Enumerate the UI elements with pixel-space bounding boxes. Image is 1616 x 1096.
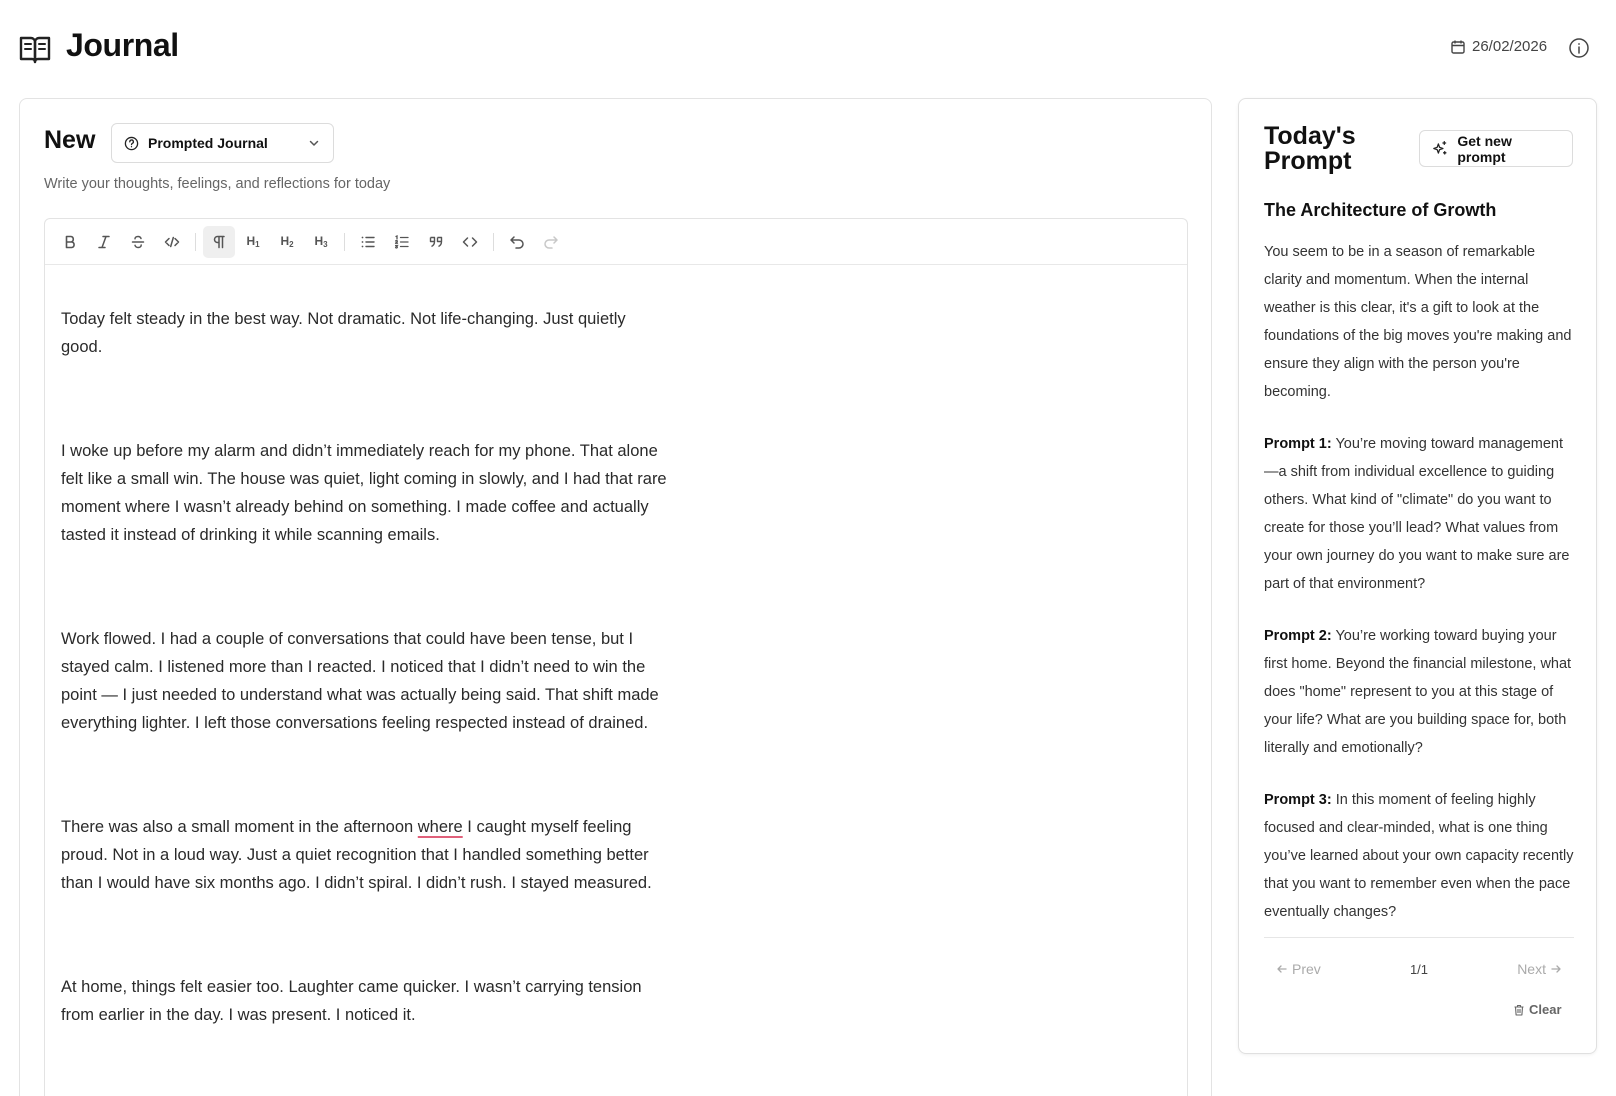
prompt-intro: You seem to be in a season of remarkable clarity and momentum. When the internal weather is this clear, it's a gift to look at the foundations of the big moves you're making and ensure they align with the person you're becoming. xyxy=(1264,244,1572,400)
arrow-left-icon xyxy=(1276,963,1288,975)
prompt-text: You’re working toward buying your first home. Beyond the financial milestone, what does "home" represent to you at this stage of your life? What are you building space for, both literally and emotionally? xyxy=(1264,628,1572,756)
trash-icon xyxy=(1513,1004,1525,1016)
heading-3-button[interactable] xyxy=(305,226,337,258)
date-display xyxy=(1450,38,1547,55)
prompt-label: Prompt 1: xyxy=(1264,436,1332,452)
prompt-body xyxy=(1264,238,1576,950)
paragraph-text: I caught myself feeling proud. Not in a loud way. Just a quiet recognition that I handled something better than I would have six months ago. I didn’t spiral. I didn’t rush. I stayed measured. xyxy=(61,818,652,892)
info-icon[interactable] xyxy=(1568,37,1590,59)
editor-content[interactable] xyxy=(45,265,685,1029)
next-prompt-button[interactable] xyxy=(1505,961,1574,977)
prev-label: Prev xyxy=(1292,961,1321,977)
italic-icon xyxy=(96,234,112,250)
bold-icon xyxy=(62,234,78,250)
prompt-item xyxy=(1264,786,1576,926)
sparkles-icon xyxy=(1432,140,1448,157)
arrow-right-icon xyxy=(1550,963,1562,975)
prompt-card-heading: Today's Prompt xyxy=(1264,122,1356,175)
prompt-label: Prompt 2: xyxy=(1264,628,1332,644)
ordered-list-button[interactable] xyxy=(386,226,418,258)
rich-text-editor xyxy=(44,218,1188,1096)
ordered-list-icon xyxy=(394,234,410,250)
app-header xyxy=(0,0,1616,96)
heading-1-button[interactable] xyxy=(237,226,269,258)
entry-paragraph: Work flowed. I had a couple of conversations that could have been tense, but I stayed calm. I listened more than I reacted. I noticed that I didn’t need to win the point — I just needed to understand what was actually being said. That shift made everything lighter. I left those conversations feeling respected instead of drained. xyxy=(61,630,659,732)
chevron-down-icon xyxy=(307,136,321,150)
entry-paragraph xyxy=(61,813,669,897)
strikethrough-button[interactable] xyxy=(122,226,154,258)
bullet-list-icon xyxy=(360,234,376,250)
h2-icon: H2 xyxy=(280,234,294,249)
entry-subtitle: Write your thoughts, feelings, and reflections for today xyxy=(44,176,391,192)
prompt-title: The Architecture of Growth xyxy=(1264,200,1497,220)
new-entry-heading: New xyxy=(44,126,96,154)
bullet-list-button[interactable] xyxy=(352,226,384,258)
journal-type-select[interactable] xyxy=(111,123,334,163)
get-new-prompt-label: Get new prompt xyxy=(1457,132,1512,165)
pilcrow-icon xyxy=(211,234,227,250)
spellcheck-flagged-word[interactable]: where xyxy=(417,818,463,836)
book-open-icon xyxy=(18,33,52,65)
paragraph-button[interactable] xyxy=(203,226,235,258)
undo-icon xyxy=(509,234,525,250)
help-circle-icon xyxy=(124,136,139,151)
prompt-pager xyxy=(1264,951,1574,987)
app-title: Journal xyxy=(66,27,179,63)
toolbar-divider xyxy=(344,233,345,251)
code-slash-icon xyxy=(164,234,180,250)
toolbar-divider xyxy=(195,233,196,251)
code-icon xyxy=(462,234,478,250)
quote-icon xyxy=(428,234,444,250)
inline-code-button[interactable] xyxy=(156,226,188,258)
redo-button[interactable] xyxy=(535,226,567,258)
prev-prompt-button[interactable] xyxy=(1264,961,1333,977)
prompt-text: You’re moving toward management—a shift from individual excellence to guiding others. What kind of "climate" do you want to create for those you’ll lead? What values from your own journey do you want to make sure are part of that environment? xyxy=(1264,436,1570,592)
clear-label: Clear xyxy=(1529,1002,1562,1017)
calendar-icon xyxy=(1450,39,1466,55)
h3-icon: H3 xyxy=(314,234,328,249)
h1-icon: H1 xyxy=(246,234,260,249)
clear-button[interactable] xyxy=(1513,1002,1562,1017)
blockquote-button[interactable] xyxy=(420,226,452,258)
prompt-label: Prompt 3: xyxy=(1264,792,1332,808)
todays-prompt-card xyxy=(1238,98,1597,1054)
heading-2-button[interactable] xyxy=(271,226,303,258)
journal-type-value: Prompted Journal xyxy=(148,135,268,151)
bold-button[interactable] xyxy=(54,226,86,258)
editor-toolbar xyxy=(45,219,1187,265)
italic-button[interactable] xyxy=(88,226,120,258)
date-text: 26/02/2026 xyxy=(1472,38,1548,55)
entry-paragraph: Today felt steady in the best way. Not dramatic. Not life-changing. Just quietly good. xyxy=(61,310,626,356)
prompt-item xyxy=(1264,622,1576,762)
paragraph-text: There was also a small moment in the afternoon xyxy=(61,818,418,836)
get-new-prompt-button[interactable] xyxy=(1419,130,1573,167)
prompt-item xyxy=(1264,430,1576,598)
entry-paragraph: At home, things felt easier too. Laughter came quicker. I wasn’t carrying tension from earlier in the day. I was present. I noticed it. xyxy=(61,978,642,1024)
toolbar-divider xyxy=(493,233,494,251)
redo-icon xyxy=(543,234,559,250)
strikethrough-icon xyxy=(130,234,146,250)
entry-paragraph: I woke up before my alarm and didn’t immediately reach for my phone. That alone felt like a small win. The house was quiet, light coming in slowly, and I had that rare moment where I wasn’t already behind on something. I made coffee and actually tasted it instead of drinking it while scanning emails. xyxy=(61,442,667,544)
undo-button[interactable] xyxy=(501,226,533,258)
code-block-button[interactable] xyxy=(454,226,486,258)
new-entry-card xyxy=(19,98,1212,1096)
page-indicator: 1/1 xyxy=(1409,961,1429,977)
prompt-text: In this moment of feeling highly focused and clear-minded, what is one thing you’ve learned about your own capacity recently that you want to remember even when the pace eventually changes? xyxy=(1264,792,1574,920)
next-label: Next xyxy=(1517,961,1546,977)
pager-divider xyxy=(1264,937,1574,938)
